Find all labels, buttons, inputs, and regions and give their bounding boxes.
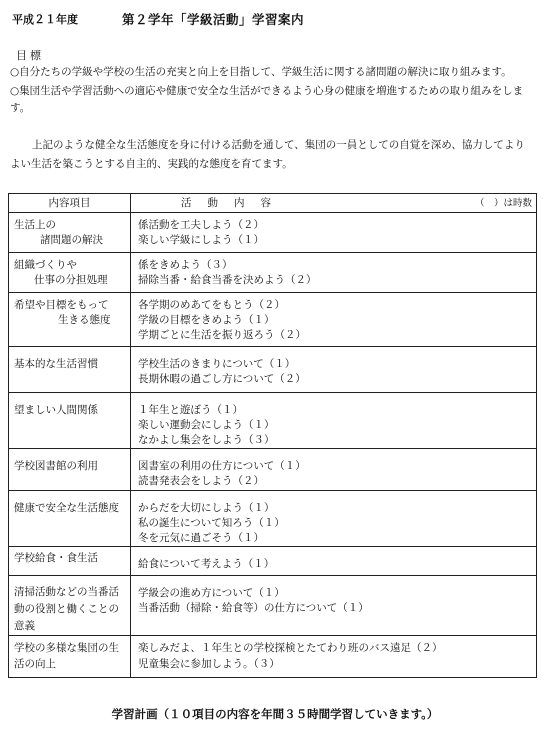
activity-line: なかよし集会をしよう（３）: [138, 434, 275, 446]
activity-cell: [131, 576, 537, 636]
activity-line: 係をきめよう（３）: [138, 259, 233, 271]
activity-line: 学期ごとに生活を振り返ろう（２）: [138, 329, 306, 341]
item-label: 仕事の分担処理: [34, 274, 108, 286]
activity-line: 楽しみだよ、１年生との学校探検とたてわり班のバス遠足（２）: [138, 642, 443, 654]
item-label: 活の向上: [14, 658, 56, 670]
item-label: 望ましい人間関係: [14, 404, 98, 416]
activity-cell: [131, 636, 537, 678]
item-cell: [9, 449, 131, 491]
table-header-row: [9, 194, 537, 213]
school-year: 平成２１年度: [12, 13, 78, 26]
item-label: 学校の多様な集団の生: [14, 642, 119, 654]
item-label: 動の役割と働くことの: [14, 603, 119, 615]
summary-paragraph: 上記のような健全な生活態度を身に付ける活動を通して、集団の一員としての自覚を深め、協力してよりよい生活を築こうとする自主的、実践的な態度を育てます。: [10, 139, 525, 170]
item-label: 基本的な生活習慣: [14, 358, 98, 370]
activity-line: 読書発表会をしよう（２）: [138, 475, 264, 487]
activity-line: からだを大切にしよう（１）: [138, 502, 275, 514]
column-header-activity: [131, 194, 537, 213]
item-label: 清掃活動などの当番活: [14, 586, 119, 598]
activity-line: 各学期のめあてをもとう（２）: [138, 299, 285, 311]
item-cell: [9, 576, 131, 636]
activity-line: 学級会の進め方について（１）: [138, 587, 285, 599]
column-header-item: 内容項目: [9, 194, 131, 213]
activity-cell: [131, 253, 537, 293]
activity-line: 学級の目標をきめよう（１）: [138, 314, 275, 326]
table-row: [9, 293, 537, 347]
activity-line: 図書室の利用の仕方について（１）: [138, 460, 306, 472]
activity-line: 給食について考えよう（１）: [138, 558, 275, 570]
item-label: 諸問題の解決: [40, 234, 103, 246]
activity-line: 係活動を工夫しよう（２）: [138, 219, 264, 231]
table-row: [9, 491, 537, 547]
item-label: 健康で安全な生活態度: [14, 502, 119, 514]
item-label: 希望や目標をもって: [14, 299, 109, 311]
table-row: [9, 213, 537, 253]
activity-line: 児童集会に参加しよう。（３）: [138, 658, 280, 670]
activity-line: 掃除当番・給食当番を決めよう（２）: [138, 274, 317, 286]
activity-line: 楽しい学級にしよう（１）: [138, 234, 264, 246]
activity-cell: [131, 393, 537, 449]
item-label: 生きる態度: [58, 314, 111, 326]
item-label: 生活上の: [14, 219, 56, 231]
item-label: 組織づくりや: [14, 259, 77, 271]
goal-item: ○集団生活や学習活動への適応や健康で安全な生活ができるよう心身の健康を増進するための取り組みをします。: [10, 85, 524, 114]
table-row: [9, 449, 537, 491]
item-label: 学校給食・食生活: [14, 552, 98, 564]
hours-note: （ ）は時数: [474, 198, 532, 209]
item-cell: [9, 393, 131, 449]
item-cell: [9, 347, 131, 393]
goals-label: 目標: [16, 49, 44, 62]
table-row: [9, 547, 537, 576]
activity-cell: [131, 293, 537, 347]
header: [12, 10, 540, 28]
table-row: [9, 576, 537, 636]
activity-line: 私の誕生について知ろう（１）: [138, 517, 285, 529]
learning-plan-caption: 学習計画（１０項目の内容を年間３５時間学習していきます。）: [111, 707, 439, 721]
item-label: 学校図書館の利用: [14, 460, 98, 472]
activity-line: 冬を元気に過ごそう（１）: [138, 532, 264, 544]
goal-item: ○自分たちの学級や学校の生活の充実と向上を目指して、学級生活に関する諸問題の解決に取り組みます。: [10, 66, 512, 78]
item-label: 意義: [14, 620, 35, 632]
activity-plan-table: [8, 193, 537, 678]
page-title: 第２学年「学級活動」学習案内: [122, 12, 305, 27]
activity-line: 長期休暇の過ごし方について（２）: [138, 373, 306, 385]
activity-line: 楽しい運動会にしよう（１）: [138, 419, 275, 431]
activity-line: １年生と遊ぼう（１）: [138, 404, 243, 416]
activity-cell: [131, 449, 537, 491]
table-row: [9, 347, 537, 393]
activity-line: 当番活動（掃除・給食等）の仕方について（１）: [138, 602, 369, 614]
table-row: [9, 636, 537, 678]
item-cell: [9, 213, 131, 253]
item-cell: [9, 293, 131, 347]
column-header-activity-label: 活動内容: [181, 197, 287, 209]
item-cell: [9, 253, 131, 293]
activity-cell: [131, 213, 537, 253]
activity-line: 学校生活のきまりについて（１）: [138, 358, 296, 370]
item-cell: [9, 491, 131, 547]
table-row: [9, 253, 537, 293]
table-row: [9, 393, 537, 449]
activity-cell: [131, 547, 537, 576]
item-cell: [9, 547, 131, 576]
activity-cell: [131, 491, 537, 547]
item-cell: [9, 636, 131, 678]
activity-cell: [131, 347, 537, 393]
